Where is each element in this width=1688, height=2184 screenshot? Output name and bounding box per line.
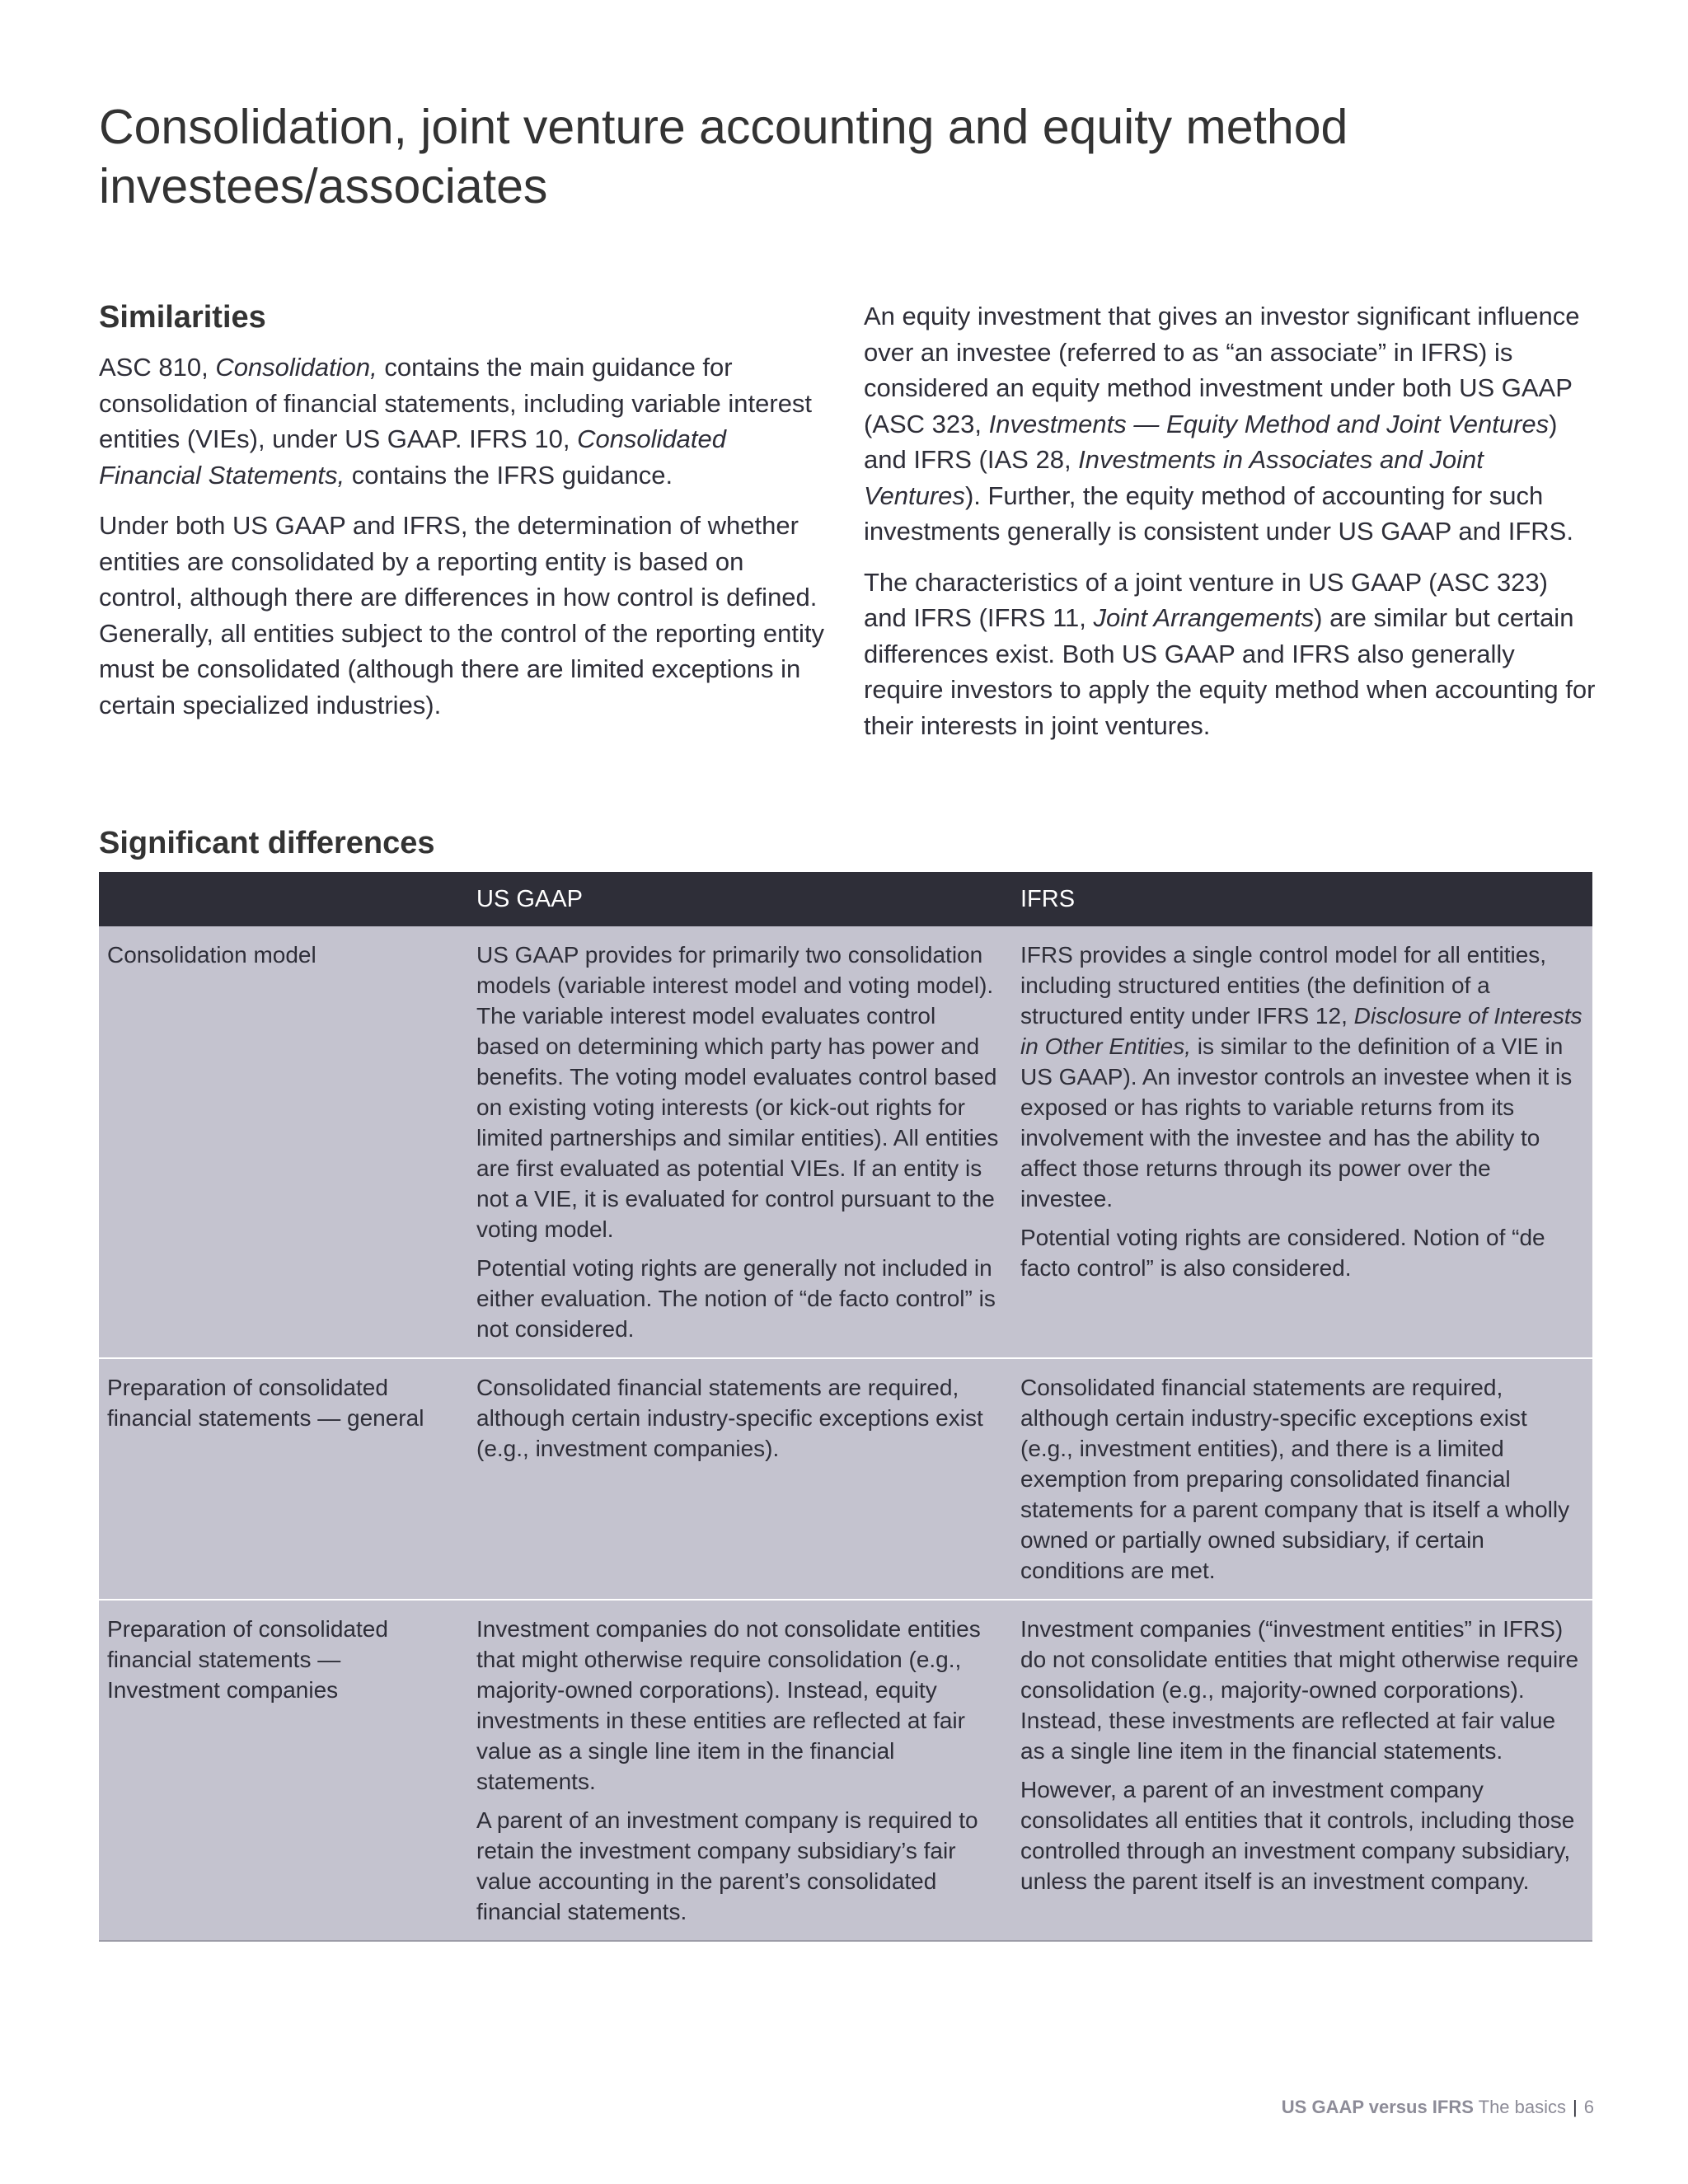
cell-paragraph: Potential voting rights are considered. Notion of “de facto control” is also considered. (1020, 1225, 1545, 1281)
cell-paragraph: However, a parent of an investment company consolidates all entities that it controls, including those controlled through an investment company subsidiary, unless the parent itself is an investment company. (1020, 1777, 1575, 1894)
row-label: Preparation of consolidated financial statements — Investment companies (99, 1600, 468, 1941)
italic-run: Joint Arrangements (1093, 603, 1315, 632)
text-run: The characteristics of a joint venture in US GAAP (ASC 323) and IFRS (IFRS 11, (864, 567, 1548, 632)
text-run: ) and IFRS (IAS 28, (864, 409, 1558, 474)
text-run: contains the main guidance for consolidation of financial statements, including variable interest entities (VIEs), under US GAAP. IFRS 10, (99, 353, 813, 453)
footer-subtitle: The basics (1473, 2097, 1567, 2117)
italic-run: Investments — Equity Method and Joint Ventures (988, 409, 1550, 438)
cell-paragraph: Consolidated financial statements are required, although certain industry-specific exceptions exist (e.g., investment companies). (476, 1375, 983, 1461)
cell-paragraph: A parent of an investment company is required to retain the investment company subsidiary’s fair value accounting in the parent’s consolidated financial statements. (476, 1807, 978, 1924)
title-line-1: Consolidation, joint venture accounting and equity method (99, 100, 1348, 154)
row-label: Consolidation model (99, 926, 468, 1358)
equity-method-paragraph (864, 298, 1597, 550)
us-gaap-cell (468, 1358, 1012, 1600)
text-run: ) are similar but certain differences exist. Both US GAAP and IFRS also generally require investors to apply the equity method when accounting for their interests in joint ventures. (864, 603, 1596, 740)
italic-run: Investments in Associates and Joint Ventures (864, 445, 1484, 510)
page-number: 6 (1583, 2097, 1594, 2117)
table-row (99, 926, 1592, 1358)
ifrs-cell (1012, 1358, 1592, 1600)
page-title (99, 97, 1582, 216)
ifrs-cell (1012, 926, 1592, 1358)
equity-method-section (864, 298, 1597, 758)
italic-run: Disclosure of Interests in Other Entities, (1020, 1003, 1582, 1059)
text-run: An equity investment that gives an investor significant influence over an investee (referred to as “an associate” in IFRS) is considered an equity method investment under both US GAAP (ASC 323, (864, 302, 1580, 438)
table-row (99, 1600, 1592, 1941)
text-run: IFRS provides a single control model for all entities, including structured entities (the definition of a structured entity under IFRS 12, (1020, 942, 1547, 1029)
cell-paragraph: Consolidated financial statements are required, although certain industry-specific exceptions exist (e.g., investment entities), and there is a limited exemption from preparing consolidated financial statements for a parent company that is itself a wholly owned or partially owned subsidiary, if certain conditions are met. (1020, 1375, 1570, 1583)
cell-paragraph: Investment companies do not consolidate entities that might otherwise require consolidation (e.g., majority-owned corporations). Instead, equity investments in these entities are reflected at fair value as a single line item in the financial statements. (476, 1616, 981, 1794)
cell-paragraph (1020, 940, 1582, 1214)
differences-table (99, 872, 1592, 1942)
text-run: is similar to the definition of a VIE in US GAAP). An investor controls an investee when it is exposed or has rights to variable returns from its involvement with the investee and has the ability to affect those returns through its power over the investee. (1020, 1033, 1573, 1212)
page-footer (1282, 2097, 1594, 2118)
table-header-row (99, 872, 1592, 926)
row-label: Preparation of consolidated financial statements — general (99, 1358, 468, 1600)
cell-paragraph: Potential voting rights are generally not included in either evaluation. The notion of “de facto control” is not considered. (476, 1255, 996, 1342)
table-row (99, 1358, 1592, 1600)
italic-run: Consolidation, (215, 353, 377, 382)
italic-run: Consolidated Financial Statements, (99, 424, 727, 490)
similarities-paragraph-1 (99, 349, 832, 493)
text-run: ASC 810, (99, 353, 216, 382)
title-line-2: investees/associates (99, 159, 548, 213)
column-header-ifrs: IFRS (1012, 872, 1592, 926)
ifrs-cell (1012, 1600, 1592, 1941)
us-gaap-cell (468, 926, 1012, 1358)
similarities-section (99, 298, 832, 738)
similarities-paragraph-2: Under both US GAAP and IFRS, the determination of whether entities are consolidated by a reporting entity is based on control, although there are differences in how control is defined. Generally, all entities subject to the control of the reporting entity must be consolidated (although there are limited exceptions in certain specialized industries). (99, 511, 824, 719)
cell-paragraph: US GAAP provides for primarily two consolidation models (variable interest model and voting model). The variable interest model evaluates control based on determining which party has power and benefits. The voting model evaluates control based on existing voting interests (or kick-out rights for limited partnerships and similar entities). All entities are first evaluated as potential VIEs. If an entity is not a VIE, it is evaluated for control pursuant to the voting model. (476, 942, 999, 1242)
joint-venture-paragraph (864, 565, 1597, 744)
cell-paragraph: Investment companies (“investment entities” in IFRS) do not consolidate entities that might otherwise require consolidation (e.g., majority-owned corporations). Instead, these investments are reflected at fair value as a single line item in the financial statements. (1020, 1616, 1579, 1764)
footer-publication-title: US GAAP versus IFRS (1281, 2097, 1474, 2117)
column-header-us-gaap: US GAAP (468, 872, 1012, 926)
similarities-heading: Similarities (99, 300, 266, 335)
us-gaap-cell (468, 1600, 1012, 1941)
text-run: contains the IFRS guidance. (345, 460, 673, 490)
column-header-topic (99, 872, 468, 926)
text-run: ). Further, the equity method of accounting for such investments generally is consistent under US GAAP and IFRS. (864, 480, 1573, 546)
footer-separator: | (1573, 2097, 1578, 2117)
differences-heading: Significant differences (99, 826, 435, 860)
